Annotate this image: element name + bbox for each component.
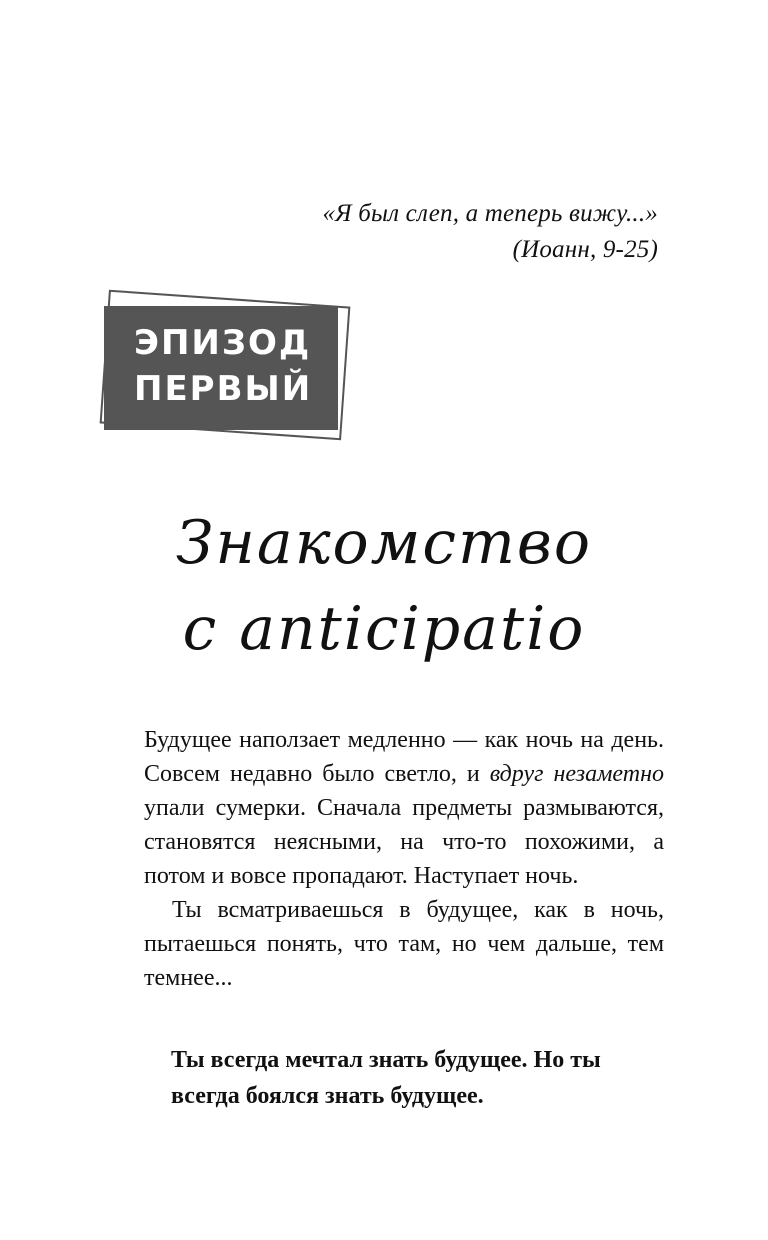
epigraph (322, 196, 658, 268)
epigraph-source: (Иоанн, 9-25) (512, 236, 658, 263)
episode-badge (96, 296, 352, 444)
paragraph-1-end: упали сумерки. Сначала предметы размываются, становятся неясными, на что-то похожими, а потом и вовсе пропадают. Наступает ночь. (144, 795, 664, 889)
epigraph-quote: «Я был слеп, а теперь вижу...» (322, 200, 658, 227)
bold-statement: Ты всегда мечтал знать будущее. Но ты всегда боялся знать будущее. (171, 1047, 601, 1109)
episode-label (134, 320, 312, 412)
chapter-title (0, 500, 768, 672)
chapter-title-line1: Знакомство (176, 508, 592, 578)
chapter-title-line2: с anticipatio (182, 594, 586, 664)
episode-label-line1: ЭПИЗОД (134, 323, 312, 363)
paragraph-2: Ты всматриваешься в будущее, как в ночь, пытаешься понять, что там, но чем дальше, тем темнее... (144, 897, 664, 991)
paragraph-1-start: Будущее наползает медленно — как ночь на день. Совсем недавно было светло, и (144, 727, 664, 787)
paragraph-1 (144, 723, 664, 893)
body-text (144, 723, 664, 995)
paragraph-1-italic: вдруг незаметно (489, 761, 664, 787)
episode-label-line2: ПЕРВЫЙ (134, 369, 313, 409)
